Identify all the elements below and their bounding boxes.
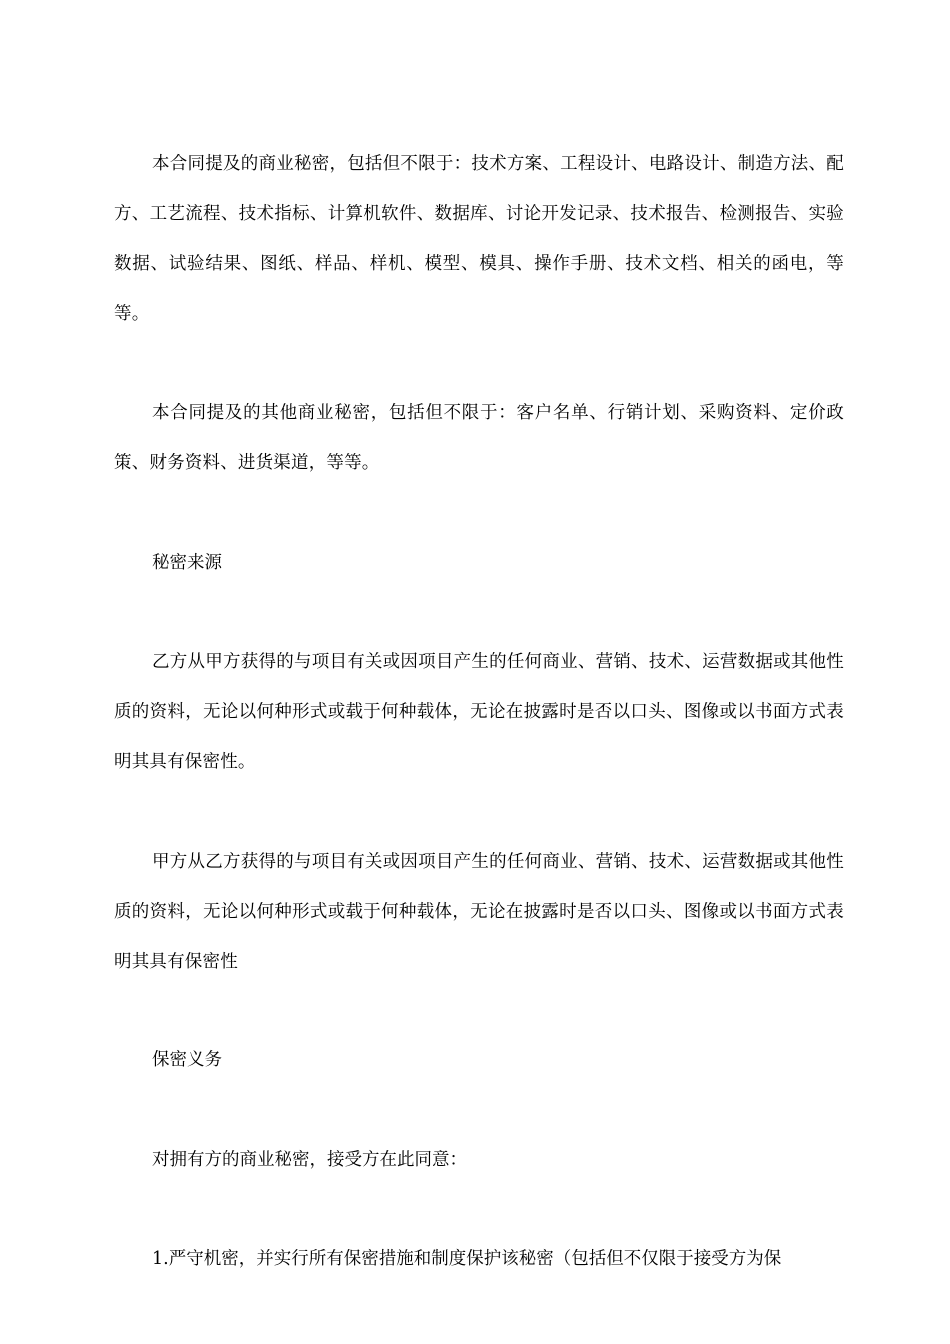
paragraph-trade-secrets: 本合同提及的商业秘密，包括但不限于：技术方案、工程设计、电路设计、制造方法、配方、工艺流程、技术指标、计算机软件、数据库、讨论开发记录、技术报告、检测报告、实验数据、试验结果、图纸、样品、样机、模型、模具、操作手册、技术文档、相关的函电，等等。 xyxy=(114,154,844,324)
paragraph-receiving-party-agrees: 对拥有方的商业秘密，接受方在此同意： xyxy=(152,1150,467,1170)
paragraph-party-a-source: 甲方从乙方获得的与项目有关或因项目产生的任何商业、营销、技术、运营数据或其他性质的资料，无论以何种形式或载于何种载体，无论在披露时是否以口头、图像或以书面方式表明其具有保密性 xyxy=(114,852,844,972)
heading-confidentiality-obligation: 保密义务 xyxy=(152,1050,222,1070)
heading-secret-source: 秘密来源 xyxy=(152,553,222,573)
list-item-1: 1.严守机密，并实行所有保密措施和制度保护该秘密（包括但不仅限于接受方为保 xyxy=(152,1249,782,1269)
paragraph-party-b-source: 乙方从甲方获得的与项目有关或因项目产生的任何商业、营销、技术、运营数据或其他性质的资料，无论以何种形式或载于何种载体，无论在披露时是否以口头、图像或以书面方式表明其具有保密性。 xyxy=(114,652,844,772)
paragraph-other-trade-secrets: 本合同提及的其他商业秘密，包括但不限于：客户名单、行销计划、采购资料、定价政策、财务资料、进货渠道，等等。 xyxy=(114,403,844,473)
